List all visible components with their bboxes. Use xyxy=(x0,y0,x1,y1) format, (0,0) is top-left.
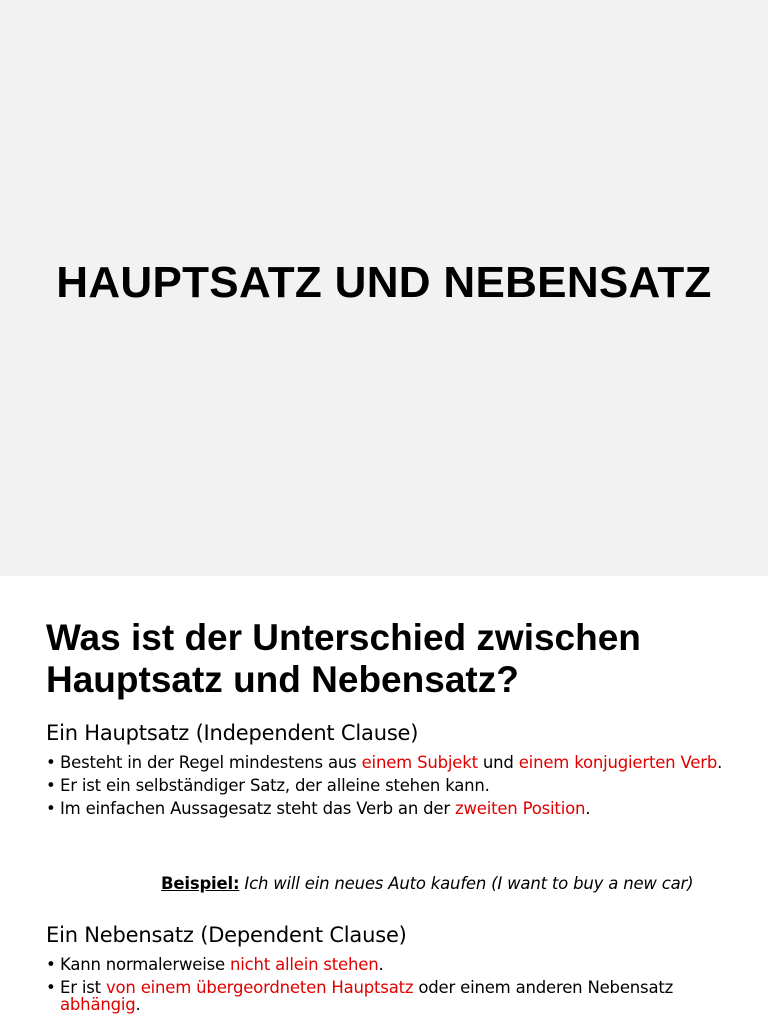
highlight-text: einem konjugierten Verb xyxy=(518,753,718,772)
highlight-text: nicht allein stehen xyxy=(229,955,379,974)
bullet-text: . xyxy=(717,753,723,772)
list-item xyxy=(46,777,726,794)
content-slide-title xyxy=(46,617,746,701)
bullet-text: und xyxy=(477,753,519,772)
bullet-text: Im einfachen Aussagesatz steht das Verb an der xyxy=(60,799,455,818)
bullet-text: Er ist ein selbständiger Satz, der alleine stehen kann. xyxy=(60,776,490,795)
list-item xyxy=(46,956,726,973)
slide-title: HAUPTSATZ UND NEBENSATZ xyxy=(56,258,712,307)
highlight-text: abhängig xyxy=(60,995,136,1014)
bullet-icon: • xyxy=(46,978,56,997)
bullet-text: Besteht in der Regel mindestens aus xyxy=(60,753,362,772)
bullet-icon: • xyxy=(46,753,56,772)
list-item xyxy=(46,979,726,1013)
nebensatz-heading: Ein Nebensatz (Dependent Clause) xyxy=(46,923,407,947)
highlight-text: einem Subjekt xyxy=(361,753,478,772)
bullet-icon: • xyxy=(46,799,56,818)
hauptsatz-heading: Ein Hauptsatz (Independent Clause) xyxy=(46,721,419,745)
title-line-1: Was ist der Unterschied zwischen xyxy=(46,617,641,658)
list-item xyxy=(46,754,726,771)
title-line-2: Hauptsatz und Nebensatz? xyxy=(46,659,519,700)
example-label: Beispiel: xyxy=(161,874,240,893)
bullet-icon: • xyxy=(46,955,56,974)
highlight-text: zweiten Position xyxy=(454,799,586,818)
bullet-text: . xyxy=(585,799,591,818)
bullet-text: Er ist xyxy=(60,978,106,997)
bullet-text: oder einem anderen Nebensatz xyxy=(413,978,674,997)
list-item xyxy=(46,800,726,817)
bullet-icon: • xyxy=(46,776,56,795)
example-text: Ich will ein neues Auto kaufen (I want to buy a new car) xyxy=(244,874,694,893)
nebensatz-bullet-list xyxy=(46,956,726,1019)
bullet-text: Kann normalerweise xyxy=(60,955,230,974)
example-sentence xyxy=(161,874,693,893)
bullet-text: . xyxy=(135,995,141,1014)
bullet-text: . xyxy=(378,955,384,974)
highlight-text: von einem übergeordneten Hauptsatz xyxy=(105,978,414,997)
content-slide xyxy=(0,576,768,1024)
hauptsatz-bullet-list xyxy=(46,754,726,823)
